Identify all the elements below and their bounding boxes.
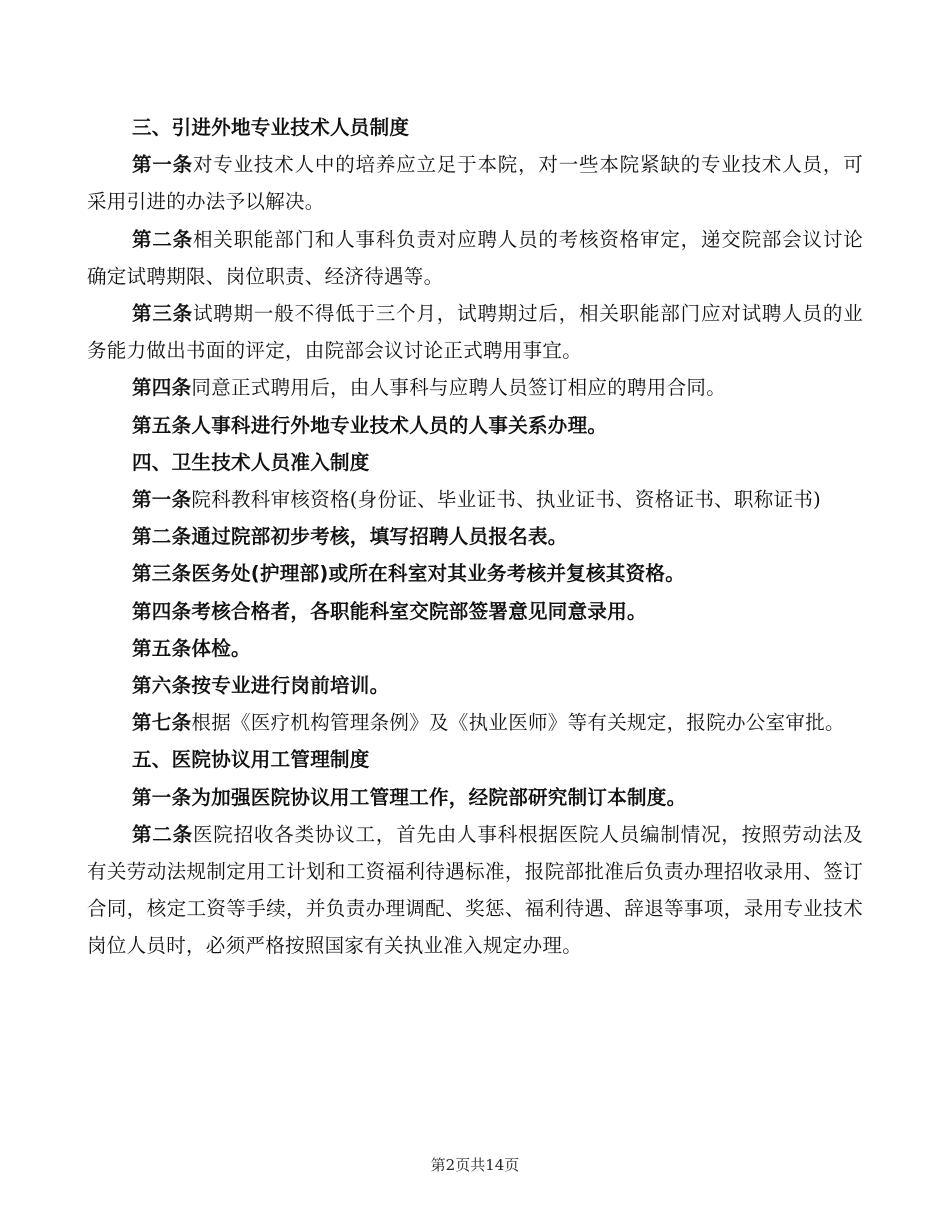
article-text: 同意正式聘用后，由人事科与应聘人员签订相应的聘用合同。 (191, 376, 727, 400)
article-label: 第一条 (132, 488, 192, 512)
article-3-3 (87, 295, 863, 369)
article-label: 第七条 (132, 711, 192, 735)
page-number: 第2页共14页 (430, 1156, 520, 1174)
page-footer (0, 1154, 950, 1175)
article-label: 第二条 (132, 227, 193, 251)
article-3-2 (87, 221, 863, 295)
article-label: 第一条 (132, 153, 193, 177)
article-text: 对专业技术人中的培养应立足于本院，对一些本院紧缺的专业技术人员，可采用引进的办法予以解决。 (87, 153, 863, 214)
article-3-1 (87, 146, 863, 220)
article-4-1 (87, 481, 863, 518)
article-text: 根据《医疗机构管理条例》及《执业医师》等有关规定，报院办公室审批。 (191, 711, 845, 735)
article-3-5: 第五条人事科进行外地专业技术人员的人事关系办理。 (132, 413, 608, 437)
article-3-4 (87, 369, 863, 406)
article-label: 第四条 (132, 376, 192, 400)
article-label: 第三条 (132, 302, 193, 326)
article-text: 试聘期一般不得低于三个月，试聘期过后，相关职能部门应对试聘人员的业务能力做出书面的评定，由院部会议讨论正式聘用事宜。 (87, 302, 863, 363)
article-4-6: 第六条按专业进行岗前培训。 (132, 674, 390, 698)
section-heading-5: 五、医院协议用工管理制度 (132, 748, 370, 772)
section-heading-3: 三、引进外地专业技术人员制度 (132, 116, 410, 139)
article-text: 相关职能部门和人事科负责对应聘人员的考核资格审定，递交院部会议讨论确定试聘期限、岗位职责、经济待遇等。 (87, 227, 863, 288)
article-4-7 (87, 704, 863, 741)
article-label: 第二条 (132, 822, 193, 846)
article-5-2 (87, 816, 863, 965)
article-4-3: 第三条医务处(护理部)或所在科室对其业务考核并复核其资格。 (132, 562, 686, 586)
section-heading-4: 四、卫生技术人员准入制度 (132, 450, 370, 474)
article-5-1: 第一条为加强医院协议用工管理工作，经院部研究制订本制度。 (132, 785, 687, 809)
article-4-4: 第四条考核合格者，各职能科室交院部签署意见同意录用。 (132, 599, 647, 623)
article-text: 院科教科审核资格(身份证、毕业证书、执业证书、资格证书、职称证书) (191, 488, 822, 512)
article-4-5: 第五条体检。 (132, 636, 251, 660)
document-body (87, 109, 863, 965)
article-text: 医院招收各类协议工，首先由人事科根据医院人员编制情况，按照劳动法及有关劳动法规制定用工计划和工资福利待遇标准，报院部批准后负责办理招收录用、签订合同，核定工资等手续，并负责办理调配、奖惩、福利待遇、辞退等事项，录用专业技术岗位人员时，必须严格按照国家有关执业准入规定办理。 (87, 822, 863, 958)
article-4-2: 第二条通过院部初步考核，填写招聘人员报名表。 (132, 525, 568, 549)
